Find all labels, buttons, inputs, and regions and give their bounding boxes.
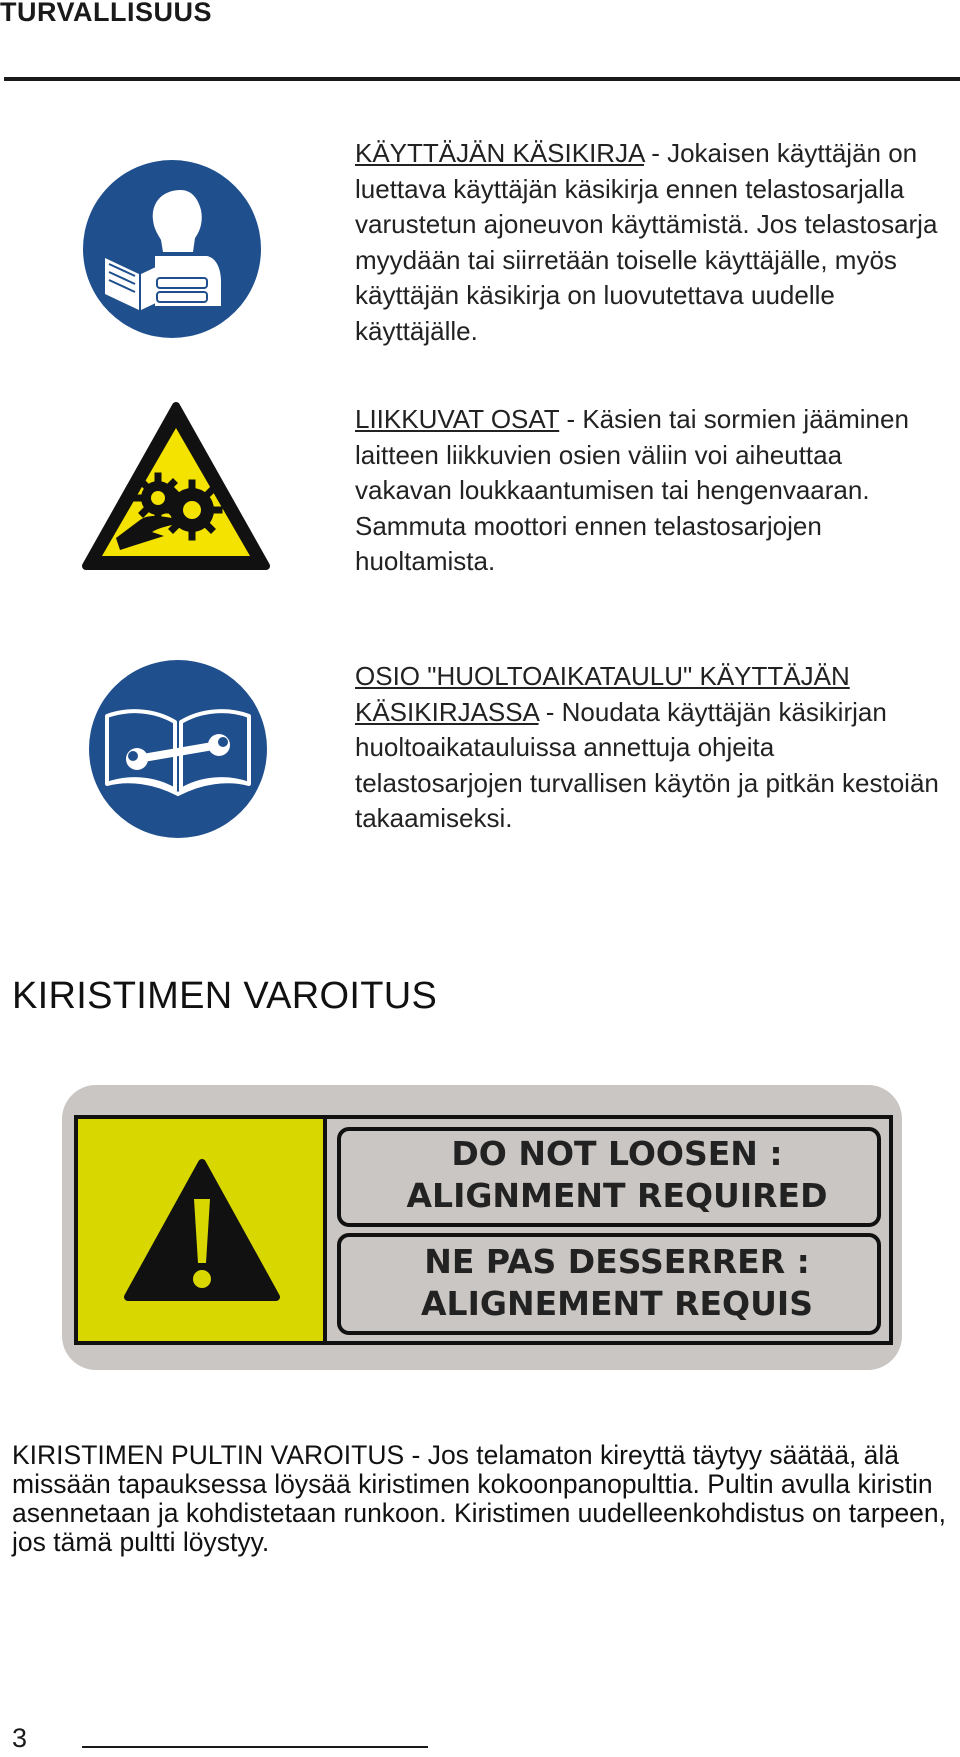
item-maintenance-title: OSIO "HUOLTOAIKATAULU" KÄYTTÄJÄN KÄSIKIRJASSA: [355, 661, 850, 727]
label-text-line1: DO NOT LOOSEN :: [451, 1134, 783, 1173]
tensioner-warning-text: KIRISTIMEN PULTIN VAROITUS - Jos telamaton kireyttä täytyy säätää, älä missään tapauksessa löysää kiristimen kokoonpanopulttia. Pultin avulla kiristin asennetaan ja kohdistetaan runkoon. Kiristimen uudelleenkohdistus on tarpeen, jos tämä pultti löystyy.: [12, 1440, 947, 1557]
header-divider: [4, 77, 960, 81]
footer-divider: [82, 1746, 428, 1748]
item-maintenance-body: - Noudata käyttäjän käsikirjan huoltoaikatauluissa annettuja ohjeita telastosarjojen turvallisen käytön ja pitkän kestoiän takaamiseksi.: [355, 696, 939, 833]
moving-parts-warning-icon: [80, 400, 272, 576]
item-moving-parts-text: [355, 402, 945, 580]
item-manual-title: KÄYTTÄJÄN KÄSIKIRJA: [355, 138, 644, 168]
item-maintenance-text: [355, 659, 945, 837]
exclamation-warning-icon: [122, 1157, 282, 1307]
label-text-line4: ALIGNEMENT REQUIS: [421, 1284, 813, 1323]
item-moving-parts-title: LIIKKUVAT OSAT: [355, 404, 560, 434]
label-text-line3: NE PAS DESSERRER :: [424, 1242, 810, 1281]
section-title: KIRISTIMEN VAROITUS: [12, 975, 438, 1017]
warning-label: [62, 1085, 902, 1370]
item-manual-text: [355, 136, 945, 349]
page-title: TURVALLISUUS: [0, 0, 213, 27]
label-text-line2: ALIGNMENT REQUIRED: [406, 1176, 828, 1215]
maintenance-manual-icon: [89, 660, 267, 838]
item-manual-body: - Jokaisen käyttäjän on luettava käyttäjän käsikirja ennen telastosarjalla varustetun ajoneuvon käyttämistä. Jos telastosarja myydään tai siirretään toiselle käyttäjälle, myös käyttäjän käsikirja on luovutettava uudelle käyttäjälle.: [355, 138, 938, 346]
read-manual-icon: [83, 160, 261, 338]
item-moving-parts-body: - Käsien tai sormien jääminen laitteen liikkuvien osien väliin voi aiheuttaa vakavan loukkaantumisen tai hengenvaaran. Sammuta moottori ennen telastosarjojen huoltamista.: [355, 404, 909, 576]
page-number: 3: [12, 1723, 28, 1753]
